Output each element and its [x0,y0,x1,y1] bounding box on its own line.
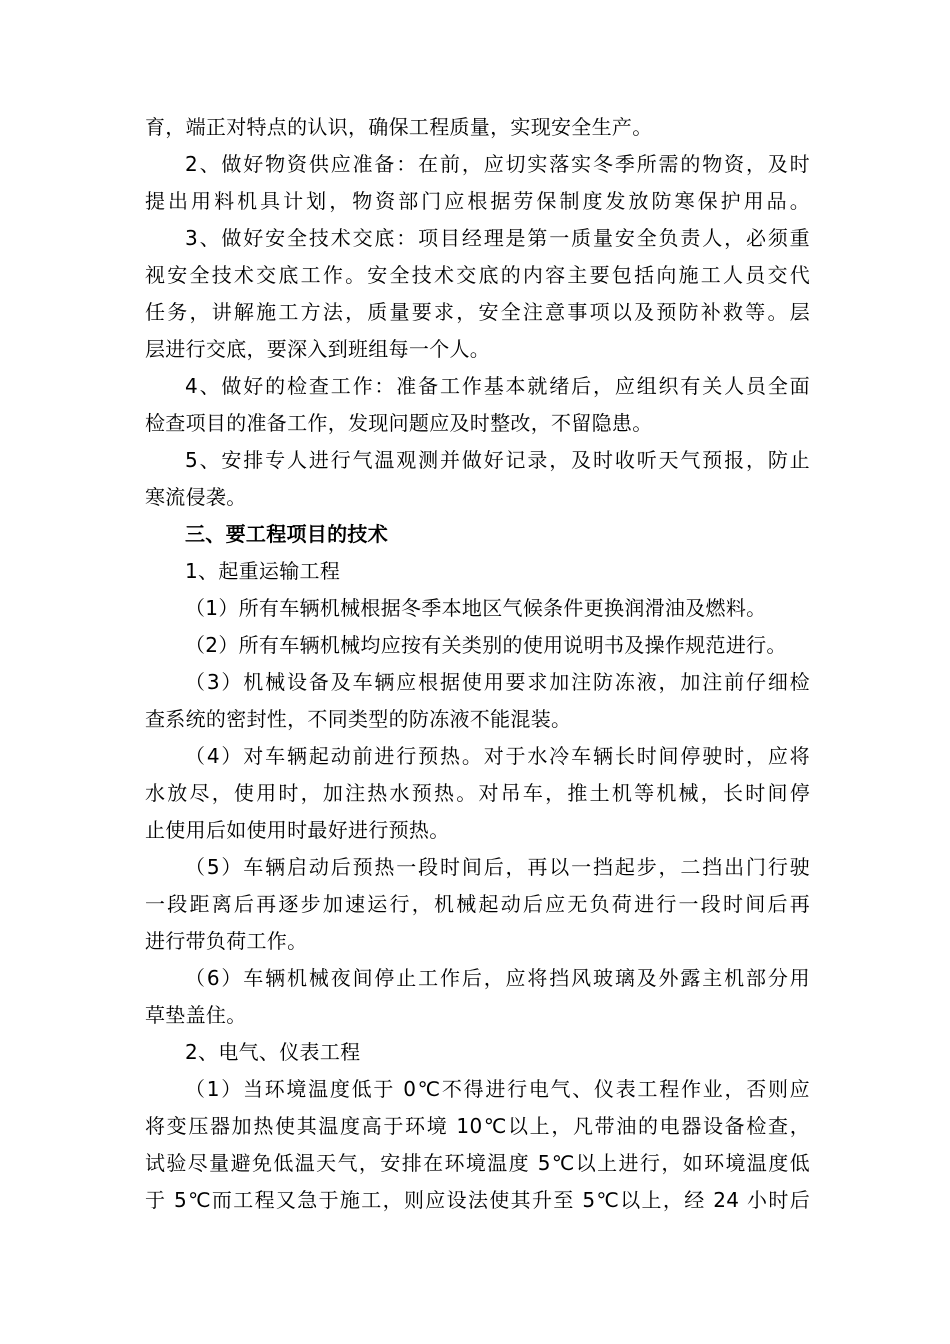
text-line: 2、做好物资供应准备：在前，应切实落实冬季所需的物资，及时 [185,152,810,176]
text-line: （4）对车辆起动前进行预热。对于水冷车辆长时间停驶时，应将 [185,744,810,768]
text-line: 育，端正对特点的认识，确保工程质量，实现安全生产。 [145,115,653,139]
text-line: 水放尽，使用时，加注热水预热。对吊车，推土机等机械，长时间停 [145,781,810,805]
text-line: 查系统的密封性，不同类型的防冻液不能混装。 [145,707,572,731]
text-line: 止使用后如使用时最好进行预热。 [145,818,450,842]
text-line: 4、做好的检查工作：准备工作基本就绪后，应组织有关人员全面 [185,374,810,398]
text-line: （3）机械设备及车辆应根据使用要求加注防冻液，加注前仔细检 [185,670,810,694]
text-line: 试验尽量避免低温天气，安排在环境温度 5℃以上进行，如环境温度低 [145,1151,810,1175]
text-line: 进行带负荷工作。 [145,929,308,953]
text-line: 任务，讲解施工方法，质量要求，安全注意事项以及预防补救等。层 [145,300,810,324]
text-line: 草垫盖住。 [145,1003,247,1027]
section-heading: 三、要工程项目的技术 [185,522,388,546]
text-line: （2）所有车辆机械均应按有关类别的使用说明书及操作规范进行。 [185,633,787,657]
text-line: 寒流侵袭。 [145,485,247,509]
text-line: （1）所有车辆机械根据冬季本地区气候条件更换润滑油及燃料。 [185,596,767,620]
text-line: 于 5℃而工程又急于施工，则应设法使其升至 5℃以上，经 24 小时后 [145,1188,810,1212]
text-line: 视安全技术交底工作。安全技术交底的内容主要包括向施工人员交代 [145,263,810,287]
text-line: （5）车辆启动后预热一段时间后，再以一挡起步，二挡出门行驶 [185,855,810,879]
text-line: 将变压器加热使其温度高于环境 10℃以上，凡带油的电器设备检查， [145,1114,810,1138]
text-line: 检查项目的准备工作，发现问题应及时整改，不留隐患。 [145,411,653,435]
subsection-heading: 2、电气、仪表工程 [185,1040,361,1064]
text-line: （6）车辆机械夜间停止工作后，应将挡风玻璃及外露主机部分用 [185,966,810,990]
text-line: 5、安排专人进行气温观测并做好记录，及时收听天气预报，防止 [185,448,810,472]
subsection-heading: 1、起重运输工程 [185,559,341,583]
text-line: 层进行交底，要深入到班组每一个人。 [145,337,491,361]
text-line: （1）当环境温度低于 0℃不得进行电气、仪表工程作业，否则应 [185,1077,810,1101]
text-line: 3、做好安全技术交底：项目经理是第一质量安全负责人，必须重 [185,226,810,250]
text-line: 一段距离后再逐步加速运行，机械起动后应无负荷进行一段时间后再 [145,892,810,916]
text-line: 提出用料机具计划，物资部门应根据劳保制度发放防寒保护用品。 [145,189,810,213]
